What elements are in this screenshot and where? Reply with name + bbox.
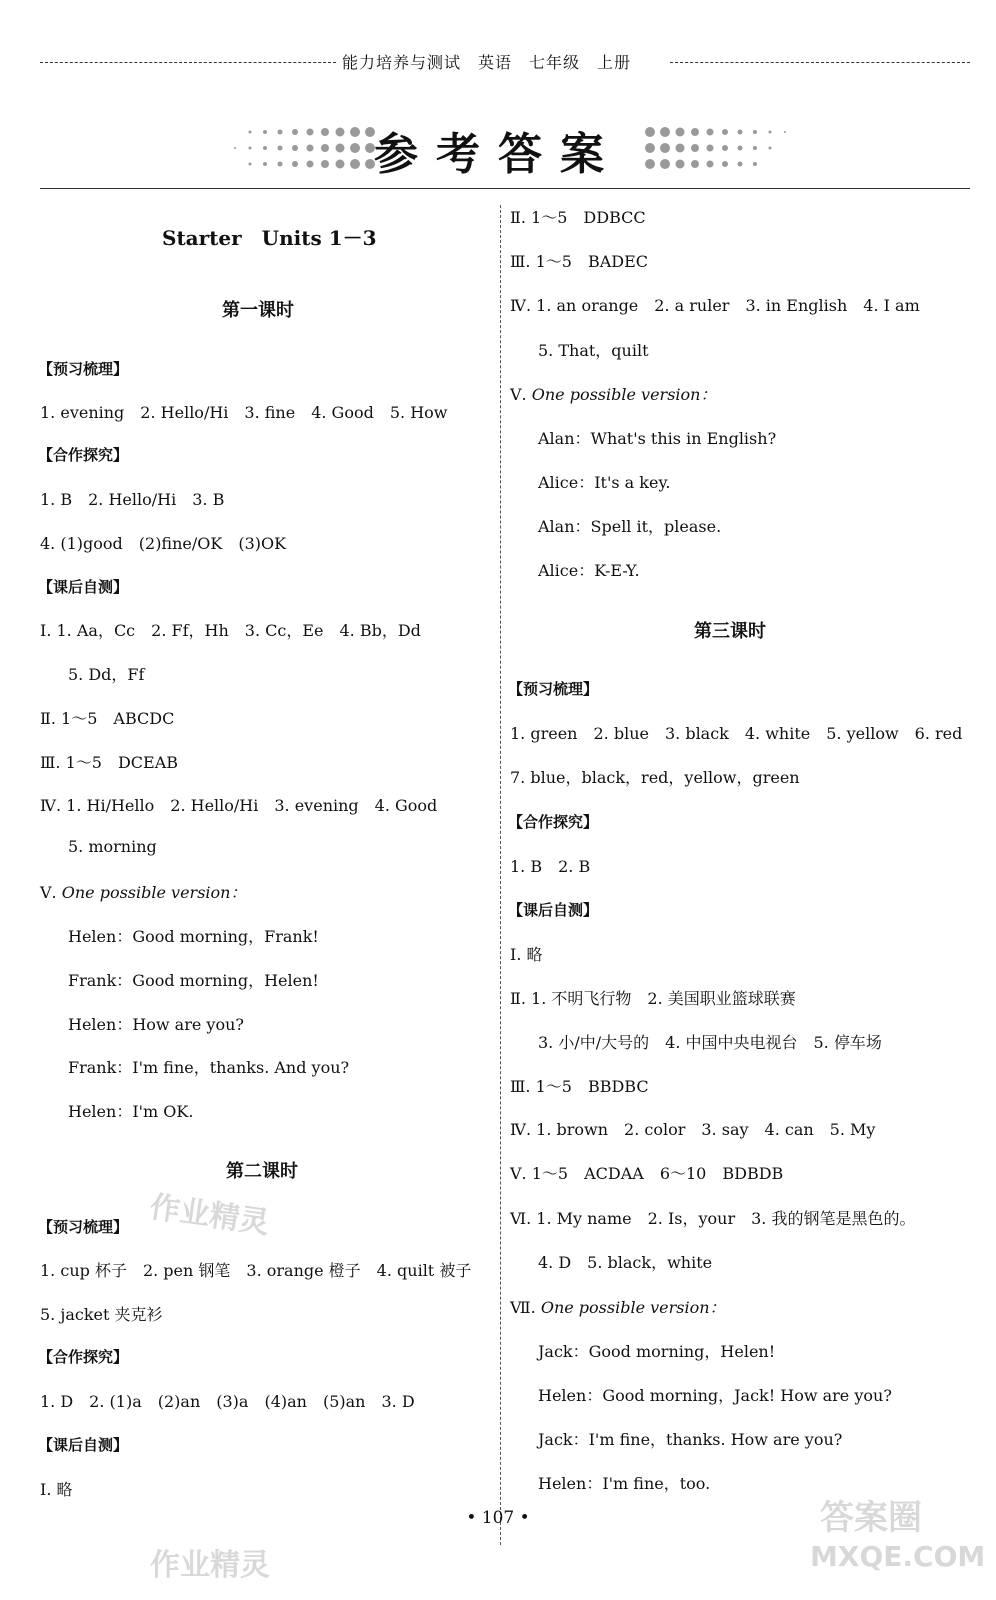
section-label: 【预习梳理】 [508,680,599,698]
dialogue-line: Alice：K-E-Y. [538,561,640,580]
dialogue-line: Frank：I'm fine，thanks. And you? [68,1058,350,1077]
dialogue-line: Jack：I'm fine，thanks. How are you? [538,1430,843,1449]
dialogue-line: Helen：I'm OK. [68,1102,194,1121]
title-rule [40,188,970,189]
watermark: 答案圈 [820,1498,922,1538]
item-number: Ⅶ. [510,1298,541,1317]
answer-line [510,1295,726,1318]
header-text: 能力培养与测试 英语 七年级 上册 [336,50,637,73]
answer-line: Ⅳ. 1. an orange 2. a ruler 3. in English 4. I am [510,296,920,315]
section-label: 【预习梳理】 [38,1218,129,1236]
answer-line: 1. green 2. blue 3. black 4. white 5. yellow 6. red [510,724,963,743]
column-divider [500,205,501,1545]
italic-label: One possible version： [531,385,717,404]
watermark: 作业精灵 [150,1548,270,1583]
answer-line: 5. jacket 夹克衫 [40,1305,163,1324]
unit-title: Starter Units 1－3 [162,226,377,250]
lesson-heading: 第三课时 [694,621,766,642]
page-number: • 107 • [466,1508,530,1528]
dialogue-line: Helen：I'm fine，too. [538,1474,711,1493]
answer-line: Ⅲ. 1～5 DCEAB [40,753,179,772]
section-label: 【预习梳理】 [38,360,129,378]
answer-line: Ⅰ. 1. Aa，Cc 2. Ff，Hh 3. Cc，Ee 4. Bb，Dd [40,621,421,640]
answer-line [510,382,716,405]
answer-line: 5. That，quilt [538,341,649,360]
dialogue-line: Helen：Good morning，Jack! How are you? [538,1386,892,1405]
answer-line: Ⅱ. 1. 不明飞行物 2. 美国职业篮球联赛 [510,989,796,1008]
italic-label: One possible version： [61,883,247,902]
section-label: 【课后自测】 [508,901,599,919]
watermark: MXQE.COM [810,1540,986,1573]
item-number: Ⅴ. [510,385,532,404]
answer-line: Ⅲ. 1～5 BADEC [510,252,649,271]
section-label: 【课后自测】 [38,578,129,596]
header-dash-right [670,62,970,63]
answer-line: 1. evening 2. Hello/Hi 3. fine 4. Good 5. How [40,403,448,422]
answer-line: 7. blue，black，red，yellow，green [510,768,800,787]
answer-line: 1. D 2. (1)a (2)an (3)a (4)an (5)an 3. D [40,1392,415,1411]
section-label: 【合作探究】 [38,446,129,464]
answer-line: Ⅳ. 1. brown 2. color 3. say 4. can 5. My [510,1120,876,1139]
watermark: 作业精灵 [147,1189,272,1242]
lesson-heading: 第二课时 [226,1161,298,1182]
dialogue-line: Alan：Spell it，please. [538,517,722,536]
page-title: 参考答案 [374,129,622,180]
answer-line: 1. B 2. B [510,857,591,876]
answer-line [40,880,246,903]
answer-line: Ⅰ. 略 [510,945,543,964]
answer-line: Ⅲ. 1～5 BBDBC [510,1077,649,1096]
answer-line: Ⅱ. 1～5 DDBCC [510,208,646,227]
dialogue-line: Alan：What's this in English? [538,429,777,448]
dialogue-line: Frank：Good morning，Helen! [68,971,319,990]
header-dash-left [40,62,336,63]
section-label: 【合作探究】 [38,1348,129,1366]
dialogue-line: Helen：How are you? [68,1015,244,1034]
answer-line: 1. cup 杯子 2. pen 钢笔 3. orange 橙子 4. quilt 被子 [40,1261,472,1280]
answer-line: 1. B 2. Hello/Hi 3. B [40,490,225,509]
answer-line: Ⅳ. 1. Hi/Hello 2. Hello/Hi 3. evening 4. Good [40,796,438,815]
section-label: 【课后自测】 [38,1436,129,1454]
item-number: Ⅴ. [40,883,62,902]
answer-line: Ⅱ. 1～5 ABCDC [40,709,175,728]
lesson-heading: 第一课时 [222,300,294,321]
answer-line: 3. 小/中/大号的 4. 中国中央电视台 5. 停车场 [538,1033,882,1052]
answer-line: 4. (1)good (2)fine/OK (3)OK [40,534,287,553]
section-label: 【合作探究】 [508,813,599,831]
dialogue-line: Helen：Good morning，Frank! [68,927,319,946]
answer-line: 4. D 5. black，white [538,1253,713,1272]
answer-line: Ⅰ. 略 [40,1480,73,1499]
answer-line: 5. morning [68,837,157,856]
answer-line: 5. Dd，Ff [68,665,145,684]
italic-label: One possible version： [540,1298,726,1317]
answer-line: Ⅴ. 1～5 ACDAA 6～10 BDBDB [510,1164,784,1183]
dialogue-line: Jack：Good morning，Helen! [538,1342,776,1361]
dialogue-line: Alice：It's a key. [538,473,671,492]
answer-line: Ⅵ. 1. My name 2. Is，your 3. 我的钢笔是黑色的。 [510,1209,916,1228]
